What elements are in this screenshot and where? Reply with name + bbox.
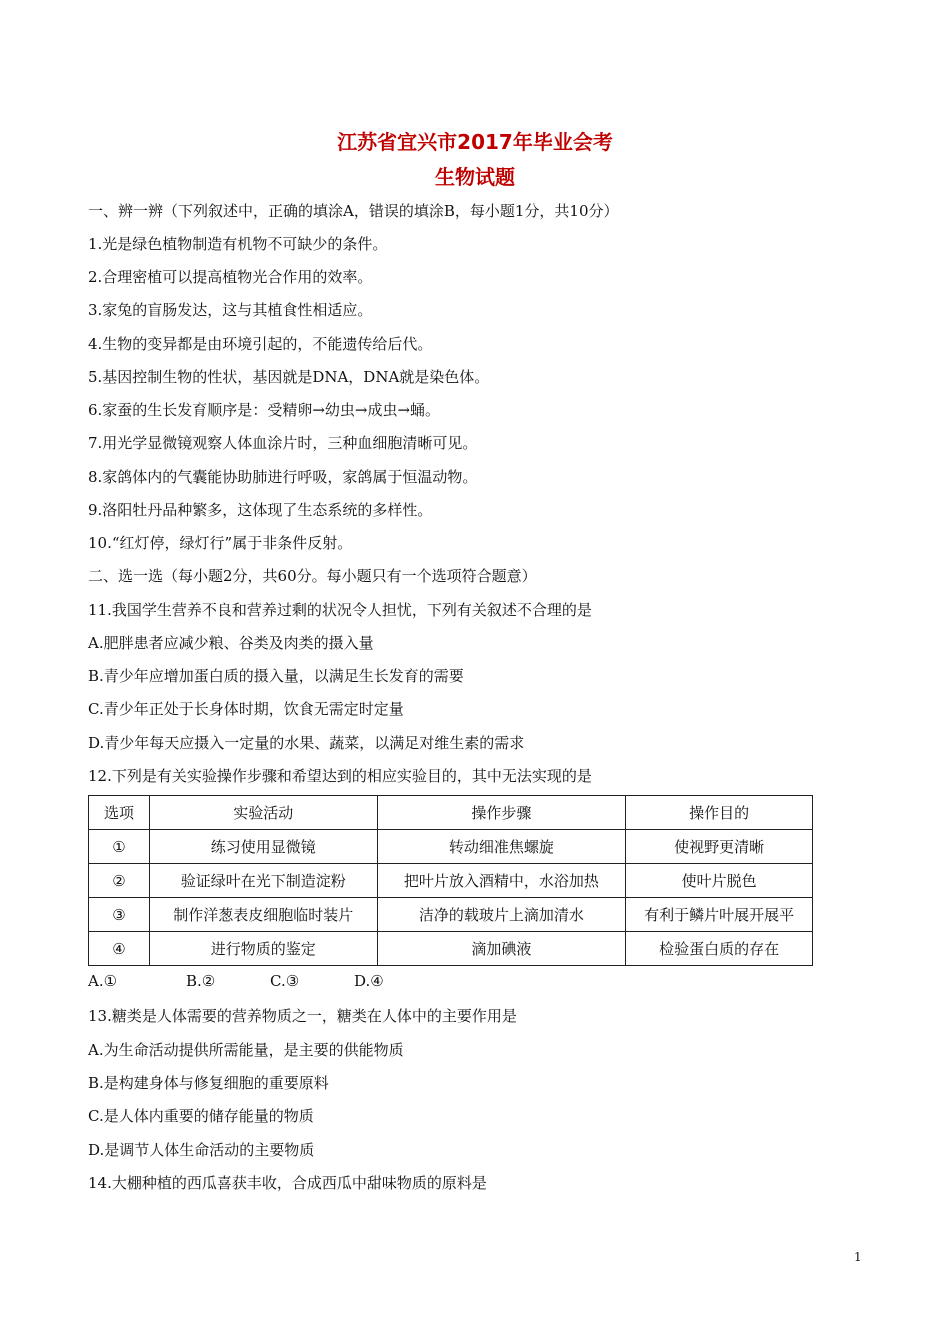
table-cell: ④ [89,932,150,966]
table-cell: 制作洋葱表皮细胞临时装片 [149,898,377,932]
table-cell: 使视野更清晰 [626,830,813,864]
page-subtitle: 生物试题 [435,165,515,189]
table-cell: 检验蛋白质的存在 [626,932,813,966]
table-cell: 有利于鳞片叶展开展平 [626,898,813,932]
question-4: 4.生物的变异都是由环境引起的，不能遗传给后代。 [88,335,433,353]
question-11-option-b: B.青少年应增加蛋白质的摄入量，以满足生长发育的需要 [88,667,464,685]
table-cell: ③ [89,898,150,932]
table-cell: 使叶片脱色 [626,864,813,898]
table-row [89,932,813,966]
table-row [89,830,813,864]
question-12-stem: 12.下列是有关实验操作步骤和希望达到的相应实验目的，其中无法实现的是 [88,767,592,785]
table-cell: 把叶片放入酒精中，水浴加热 [377,864,626,898]
question-11-stem: 11.我国学生营养不良和营养过剩的状况令人担忧，下列有关叙述不合理的是 [88,601,592,619]
page-title: 江苏省宜兴市2017年毕业会考 [337,130,613,154]
table-header-row [89,796,813,830]
question-12-option-b: B.② [186,972,216,990]
question-10: 10.“红灯停，绿灯行”属于非条件反射。 [88,534,353,552]
table-row [89,864,813,898]
question-12-option-a: A.① [88,972,118,990]
question-11-option-c: C.青少年正处于长身体时期，饮食无需定时定量 [88,700,404,718]
table-cell: 转动细准焦螺旋 [377,830,626,864]
table-header-cell: 选项 [89,796,150,830]
table-header-cell: 实验活动 [149,796,377,830]
question-3: 3.家兔的盲肠发达，这与其植食性相适应。 [88,301,373,319]
question-5: 5.基因控制生物的性状，基因就是DNA，DNA就是染色体。 [88,368,490,386]
experiment-table [88,795,813,966]
question-14-stem: 14.大棚种植的西瓜喜获丰收，合成西瓜中甜味物质的原料是 [88,1174,487,1192]
table-cell: 滴加碘液 [377,932,626,966]
question-11-option-d: D.青少年每天应摄入一定量的水果、蔬菜，以满足对维生素的需求 [88,734,525,752]
question-8: 8.家鸽体内的气囊能协助肺进行呼吸，家鸽属于恒温动物。 [88,468,478,486]
question-13-option-d: D.是调节人体生命活动的主要物质 [88,1141,315,1159]
page-number: 1 [854,1250,862,1264]
table-header-cell: 操作目的 [626,796,813,830]
question-13-stem: 13.糖类是人体需要的营养物质之一，糖类在人体中的主要作用是 [88,1007,517,1025]
question-12-options [88,972,384,990]
question-9: 9.洛阳牡丹品种繁多，这体现了生态系统的多样性。 [88,501,433,519]
question-13-option-b: B.是构建身体与修复细胞的重要原料 [88,1074,329,1092]
table-cell: 练习使用显微镜 [149,830,377,864]
table-cell: 洁净的载玻片上滴加清水 [377,898,626,932]
table-cell: ② [89,864,150,898]
table-row [89,898,813,932]
question-12-option-c: C.③ [270,972,300,990]
section-heading-part1: 一、辨一辨（下列叙述中，正确的填涂A，错误的填涂B，每小题1分，共10分） [88,202,619,220]
table-cell: 验证绿叶在光下制造淀粉 [149,864,377,898]
table-cell: 进行物质的鉴定 [149,932,377,966]
section-heading-part2: 二、选一选（每小题2分，共60分。每小题只有一个选项符合题意） [88,567,537,585]
table-cell: ① [89,830,150,864]
question-6: 6.家蚕的生长发育顺序是：受精卵→幼虫→成虫→蛹。 [88,401,441,419]
question-2: 2.合理密植可以提高植物光合作用的效率。 [88,268,373,286]
question-12-option-d: D.④ [354,972,384,990]
table-header-cell: 操作步骤 [377,796,626,830]
question-13-option-a: A.为生命活动提供所需能量，是主要的供能物质 [88,1041,404,1059]
question-7: 7.用光学显微镜观察人体血涂片时，三种血细胞清晰可见。 [88,434,478,452]
question-11-option-a: A.肥胖患者应减少粮、谷类及肉类的摄入量 [88,634,374,652]
question-1: 1.光是绿色植物制造有机物不可缺少的条件。 [88,235,388,253]
question-13-option-c: C.是人体内重要的储存能量的物质 [88,1107,314,1125]
